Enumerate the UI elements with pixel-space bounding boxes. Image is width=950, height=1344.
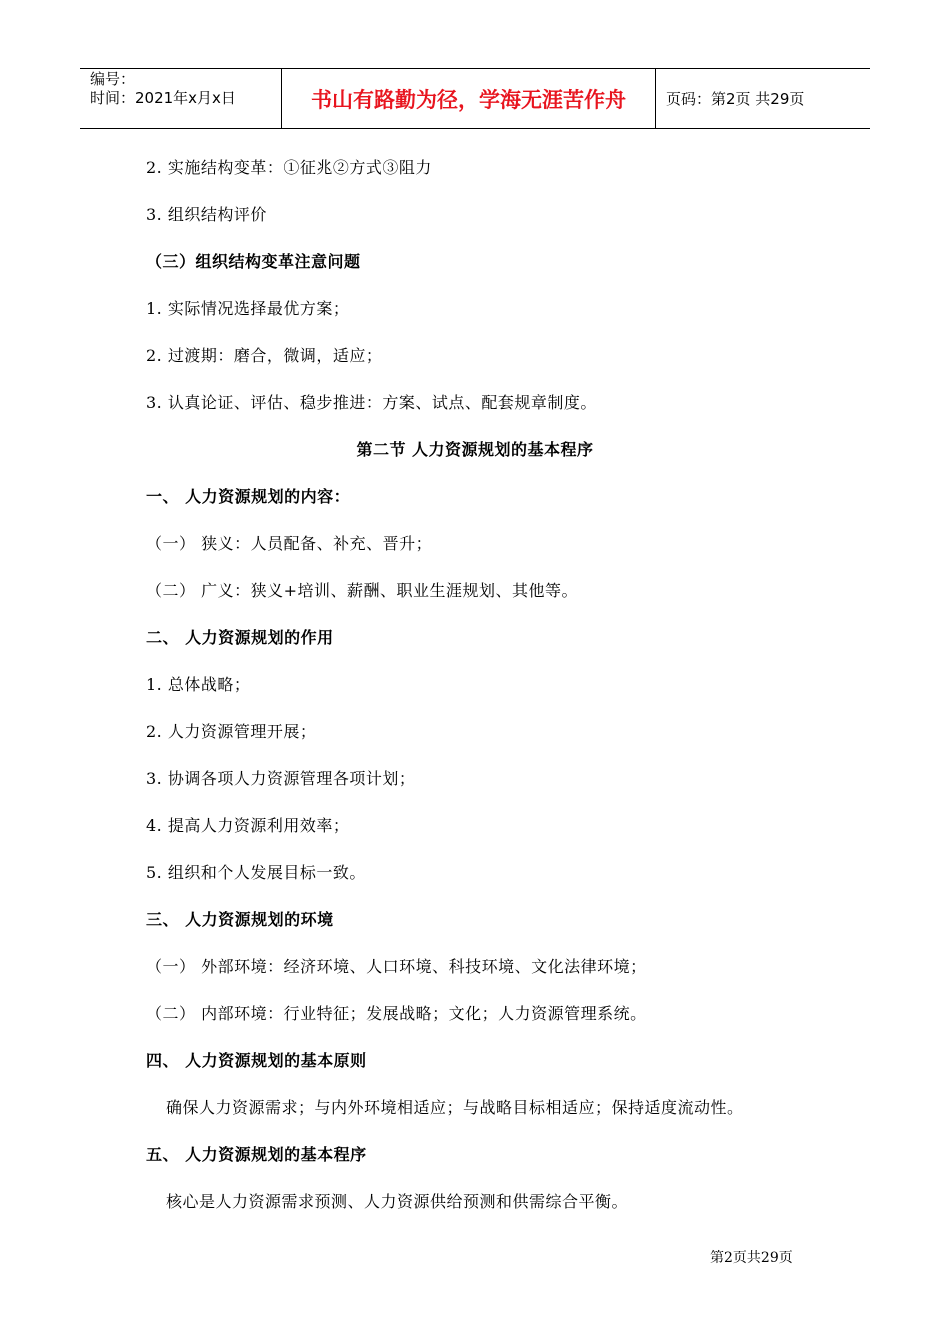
header-meta (90, 70, 236, 108)
page-footer: 第2页共29页 (710, 1250, 793, 1266)
section-heading: 二、 人力资源规划的作用 (146, 628, 334, 647)
header-page-info: 页码：第2页 共29页 (666, 90, 805, 108)
header-top-rule (80, 68, 870, 69)
list-item: 2. 人力资源管理开展； (146, 722, 317, 741)
paragraph: 确保人力资源需求；与内外环境相适应；与战略目标相适应；保持适度流动性。 (166, 1098, 744, 1117)
list-item: 5. 组织和个人发展目标一致。 (146, 863, 366, 882)
list-item: 4. 提高人力资源利用效率； (146, 816, 350, 835)
list-item: 2. 实施结构变革：①征兆②方式③阻力 (146, 158, 432, 177)
list-item: 3. 组织结构评价 (146, 205, 267, 224)
list-item: （二） 内部环境：行业特征；发展战略；文化；人力资源管理系统。 (146, 1004, 647, 1023)
list-item: 1. 实际情况选择最优方案； (146, 299, 350, 318)
section-heading: 一、 人力资源规划的内容： (146, 487, 351, 506)
chapter-title: 第二节 人力资源规划的基本程序 (356, 440, 594, 459)
header-bottom-rule (80, 128, 870, 129)
code-label: 编号： (90, 70, 136, 88)
list-item: 3. 认真论证、评估、稳步推进：方案、试点、配套规章制度。 (146, 393, 597, 412)
list-item: （一） 外部环境：经济环境、人口环境、科技环境、文化法律环境； (146, 957, 647, 976)
section-heading: 四、 人力资源规划的基本原则 (146, 1051, 367, 1070)
list-item: （一） 狭义：人员配备、补充、晋升； (146, 534, 433, 553)
header-divider-right (655, 68, 656, 129)
list-item: 1. 总体战略； (146, 675, 251, 694)
section-heading: 五、 人力资源规划的基本程序 (146, 1145, 367, 1164)
section-heading: （三）组织结构变革注意问题 (146, 252, 361, 271)
list-item: （二） 广义：狭义+培训、薪酬、职业生涯规划、其他等。 (146, 581, 578, 600)
paragraph: 核心是人力资源需求预测、人力资源供给预测和供需综合平衡。 (166, 1192, 629, 1211)
section-heading: 三、 人力资源规划的环境 (146, 910, 334, 929)
date-line: 时间：2021年x月x日 (90, 89, 236, 107)
header-motto: 书山有路勤为径，学海无涯苦作舟 (311, 88, 626, 112)
list-item: 2. 过渡期：磨合，微调，适应； (146, 346, 383, 365)
list-item: 3. 协调各项人力资源管理各项计划； (146, 769, 416, 788)
